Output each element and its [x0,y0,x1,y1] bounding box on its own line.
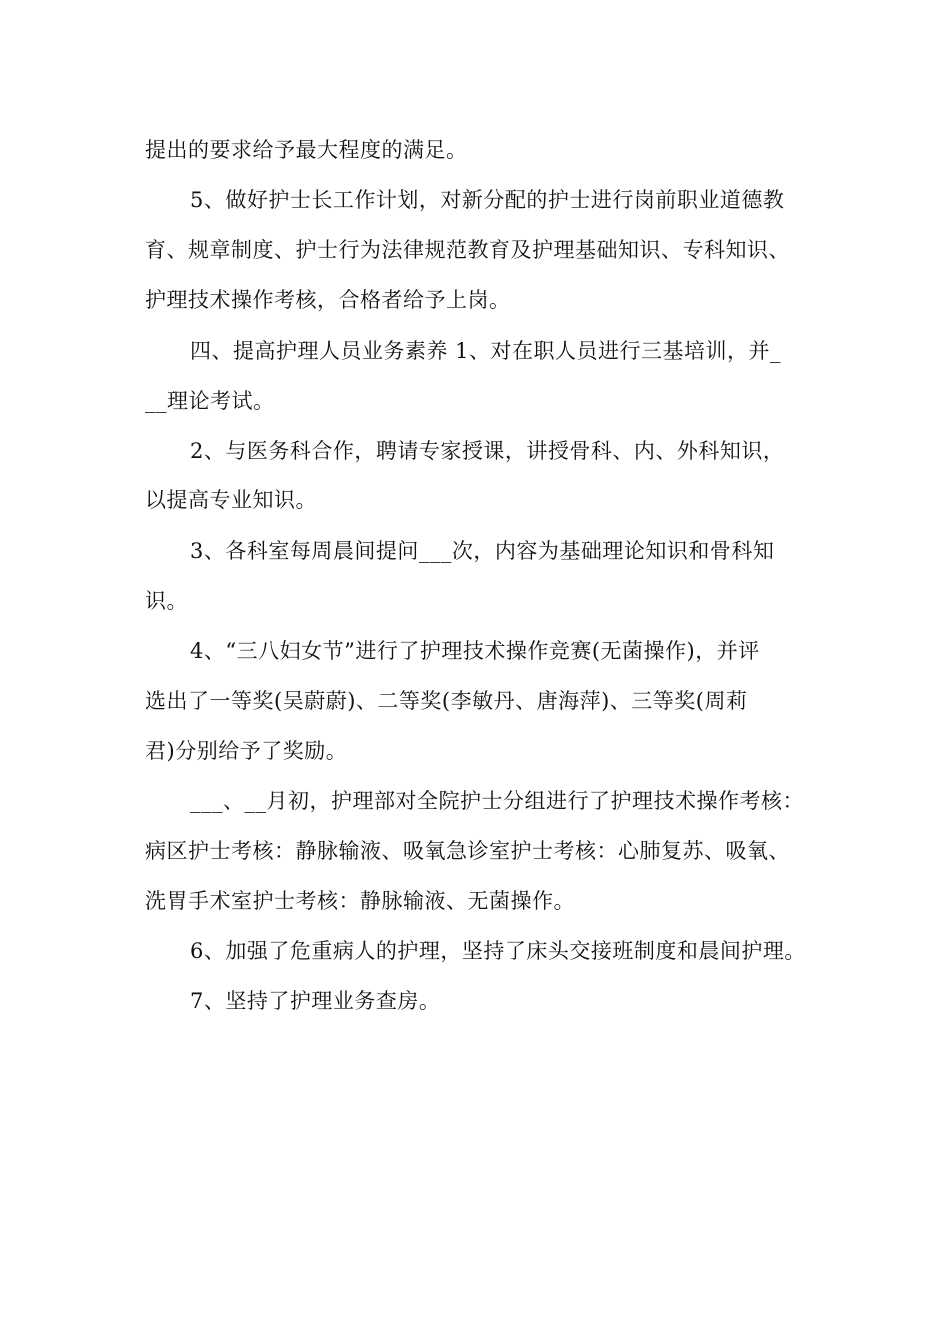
text-line: 5、做好护士长工作计划，对新分配的护士进行岗前职业道德教 [190,188,785,212]
text-line: 6、加强了危重病人的护理，坚持了床头交接班制度和晨间护理。 [190,939,806,963]
text-line: 2、与医务科合作，聘请专家授课，讲授骨科、内、外科知识， [190,439,785,463]
text-line: 四、提高护理人员业务素养 1、对在职人员进行三基培训，并_ [190,339,782,363]
text-line: 提出的要求给予最大程度的满足。 [145,138,468,162]
text-line: 4、“三八妇女节”进行了护理技术操作竞赛(无菌操作)，并评 [190,639,760,663]
text-line: __理论考试。 [145,389,275,413]
text-line: 病区护士考核：静脉输液、吸氧急诊室护士考核：心肺复苏、吸氧、 [145,839,790,863]
text-line: 君)分别给予了奖励。 [145,739,348,763]
text-line: 育、规章制度、护士行为法律规范教育及护理基础知识、专科知识、 [145,238,790,262]
text-line: 3、各科室每周晨间提问___次，内容为基础理论知识和骨科知 [190,539,775,563]
text-line: 护理技术操作考核，合格者给予上岗。 [145,288,511,312]
text-line: 以提高专业知识。 [145,488,317,512]
text-line: 7、坚持了护理业务查房。 [190,989,441,1013]
text-line: 识。 [145,589,188,613]
text-line: 洗胃手术室护士考核：静脉输液、无菌操作。 [145,889,575,913]
text-line: 选出了一等奖(吴蔚蔚)、二等奖(李敏丹、唐海萍)、三等奖(周莉 [145,689,748,713]
text-line: ___、__月初，护理部对全院护士分组进行了护理技术操作考核： [190,789,804,813]
